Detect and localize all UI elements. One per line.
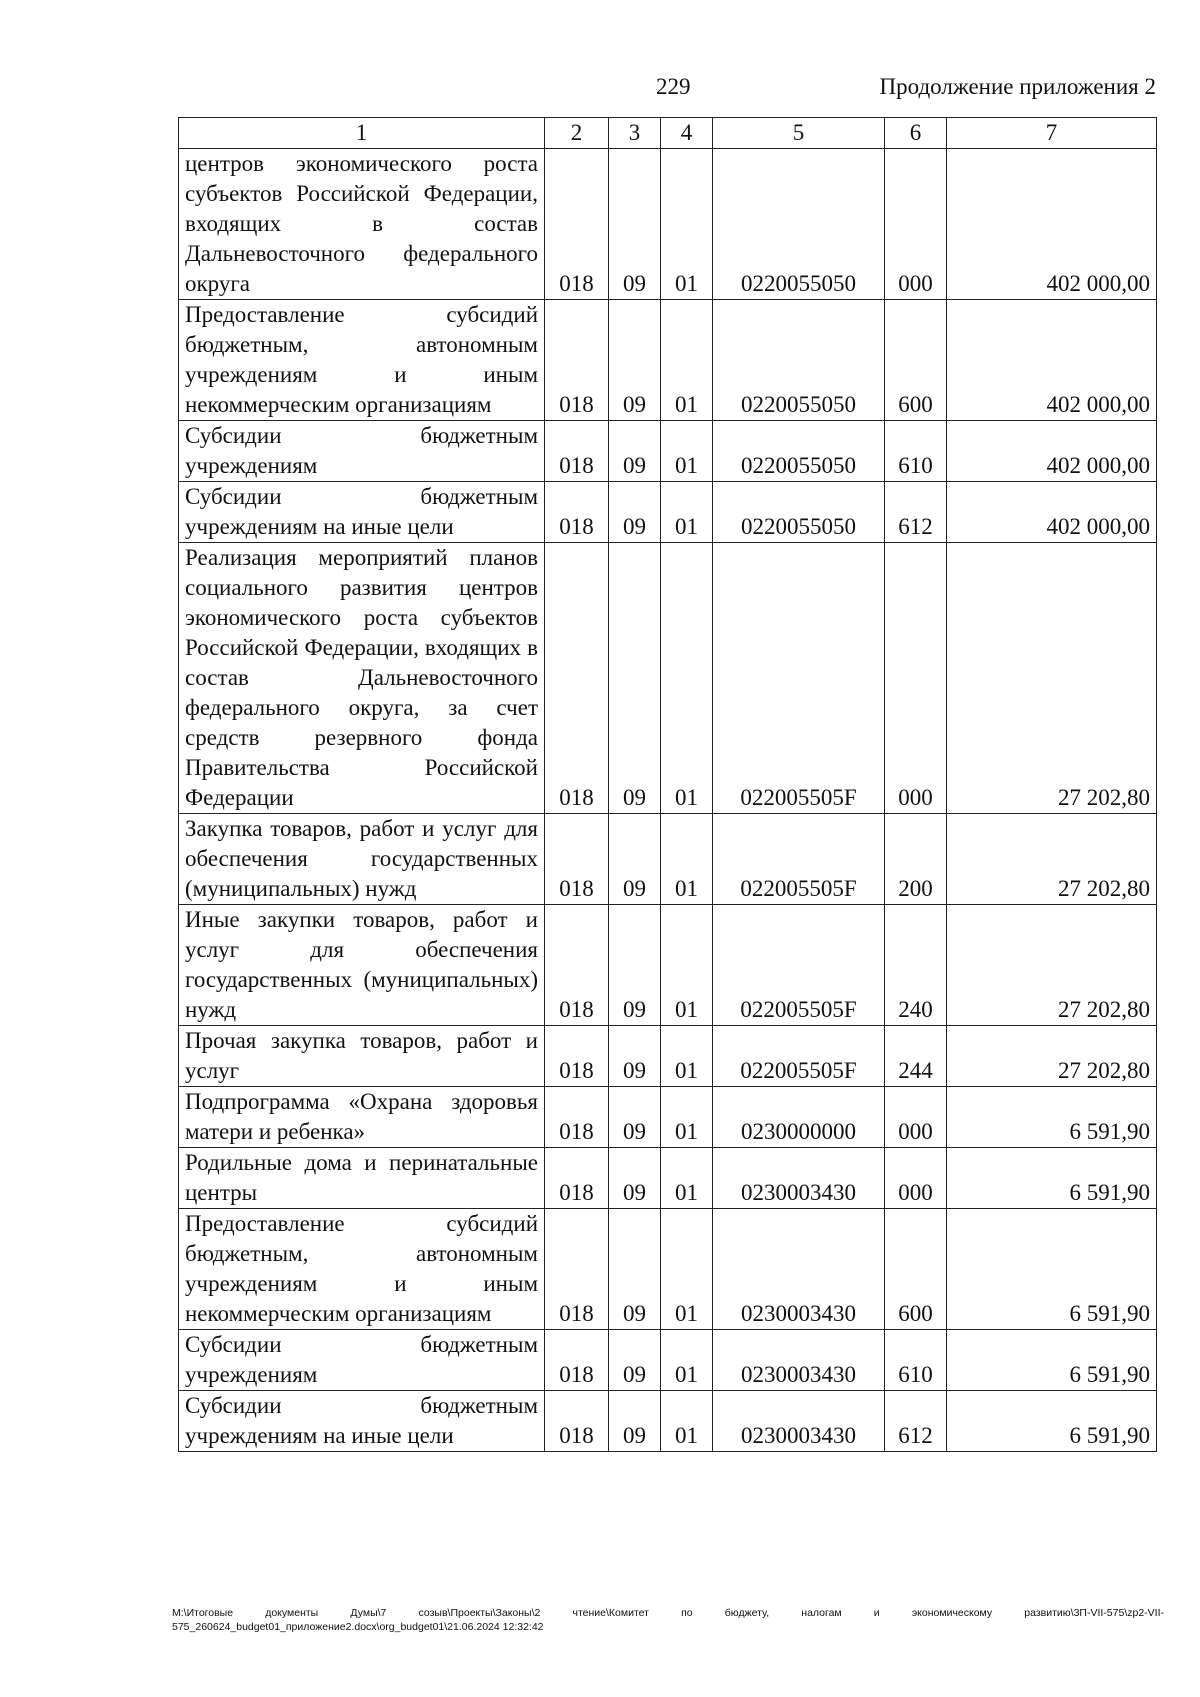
row-code-4: 01 [661, 1026, 713, 1087]
column-header-2: 2 [545, 118, 609, 149]
row-code-3: 09 [609, 1026, 661, 1087]
row-name: Подпрограмма «Охрана здоровья матери и ребенка» [179, 1087, 545, 1148]
row-name: Субсидии бюджетным учреждениям на иные цели [179, 1391, 545, 1452]
row-amount: 27 202,80 [947, 1026, 1157, 1087]
row-name: Закупка товаров, работ и услуг для обеспечения государственных (муниципальных) нужд [179, 814, 545, 905]
row-code-3: 09 [609, 1391, 661, 1452]
row-name: Реализация мероприятий планов социального развития центров экономического роста субъектов Российской Федерации, входящих в состав Дальневосточного федерального округа, за счет средств резервного фонда Правительства Российской Федерации [179, 543, 545, 814]
row-code-4: 01 [661, 421, 713, 482]
row-code-3: 09 [609, 482, 661, 543]
row-code-2: 018 [545, 1148, 609, 1209]
column-header-3: 3 [609, 118, 661, 149]
row-code-4: 01 [661, 1209, 713, 1330]
table-row [179, 1330, 1157, 1391]
row-code-3: 09 [609, 1087, 661, 1148]
table-row [179, 543, 1157, 814]
row-code-6: 200 [885, 814, 947, 905]
row-code-4: 01 [661, 149, 713, 300]
row-code-4: 01 [661, 905, 713, 1026]
row-amount: 6 591,90 [947, 1209, 1157, 1330]
row-amount: 6 591,90 [947, 1148, 1157, 1209]
row-code-6: 000 [885, 543, 947, 814]
row-amount: 402 000,00 [947, 421, 1157, 482]
table-row [179, 482, 1157, 543]
row-amount: 402 000,00 [947, 482, 1157, 543]
row-name: Родильные дома и перинатальные центры [179, 1148, 545, 1209]
row-code-2: 018 [545, 814, 609, 905]
table-row [179, 149, 1157, 300]
row-code-3: 09 [609, 300, 661, 421]
row-code-2: 018 [545, 1026, 609, 1087]
table-header-row [179, 118, 1157, 149]
row-code-2: 018 [545, 1087, 609, 1148]
row-code-5: 0230000000 [713, 1087, 885, 1148]
row-amount: 6 591,90 [947, 1330, 1157, 1391]
row-code-4: 01 [661, 1087, 713, 1148]
row-code-5: 0220055050 [713, 149, 885, 300]
row-code-6: 612 [885, 1391, 947, 1452]
row-code-3: 09 [609, 543, 661, 814]
budget-table [178, 117, 1157, 1452]
row-name: Субсидии бюджетным учреждениям [179, 421, 545, 482]
row-code-6: 244 [885, 1026, 947, 1087]
row-code-2: 018 [545, 482, 609, 543]
row-name: Предоставление субсидий бюджетным, автономным учреждениям и иным некоммерческим организациям [179, 1209, 545, 1330]
table-row [179, 300, 1157, 421]
row-code-3: 09 [609, 421, 661, 482]
row-code-4: 01 [661, 300, 713, 421]
row-amount: 27 202,80 [947, 814, 1157, 905]
row-amount: 27 202,80 [947, 543, 1157, 814]
row-name: Иные закупки товаров, работ и услуг для обеспечения государственных (муниципальных) нужд [179, 905, 545, 1026]
row-code-4: 01 [661, 814, 713, 905]
row-code-5: 0230003430 [713, 1330, 885, 1391]
row-code-6: 610 [885, 1330, 947, 1391]
row-code-5: 0220055050 [713, 482, 885, 543]
row-code-2: 018 [545, 1330, 609, 1391]
row-amount: 402 000,00 [947, 300, 1157, 421]
row-code-6: 000 [885, 1087, 947, 1148]
row-code-6: 610 [885, 421, 947, 482]
row-code-2: 018 [545, 149, 609, 300]
row-code-3: 09 [609, 1148, 661, 1209]
row-code-4: 01 [661, 1391, 713, 1452]
row-code-2: 018 [545, 1209, 609, 1330]
row-code-4: 01 [661, 1330, 713, 1391]
column-header-4: 4 [661, 118, 713, 149]
page-number: 229 [656, 74, 691, 99]
column-header-1: 1 [179, 118, 545, 149]
table-row [179, 905, 1157, 1026]
row-code-5: 0220055050 [713, 421, 885, 482]
row-code-2: 018 [545, 1391, 609, 1452]
table-row [179, 1087, 1157, 1148]
row-code-6: 600 [885, 1209, 947, 1330]
table-row [179, 1026, 1157, 1087]
table-row [179, 421, 1157, 482]
row-name: Предоставление субсидий бюджетным, автономным учреждениям и иным некоммерческим организациям [179, 300, 545, 421]
row-amount: 6 591,90 [947, 1391, 1157, 1452]
row-code-3: 09 [609, 905, 661, 1026]
row-code-2: 018 [545, 300, 609, 421]
table-row [179, 814, 1157, 905]
table-row [179, 1209, 1157, 1330]
row-code-5: 0230003430 [713, 1148, 885, 1209]
row-code-3: 09 [609, 814, 661, 905]
row-code-6: 612 [885, 482, 947, 543]
column-header-7: 7 [947, 118, 1157, 149]
row-code-2: 018 [545, 421, 609, 482]
row-code-5: 0220055050 [713, 300, 885, 421]
row-name: Прочая закупка товаров, работ и услуг [179, 1026, 545, 1087]
row-code-6: 240 [885, 905, 947, 1026]
row-code-4: 01 [661, 482, 713, 543]
row-code-5: 0230003430 [713, 1209, 885, 1330]
row-code-2: 018 [545, 905, 609, 1026]
row-code-5: 022005505F [713, 1026, 885, 1087]
row-code-6: 000 [885, 149, 947, 300]
row-amount: 6 591,90 [947, 1087, 1157, 1148]
row-code-6: 000 [885, 1148, 947, 1209]
table-row [179, 1391, 1157, 1452]
table-row [179, 1148, 1157, 1209]
row-code-3: 09 [609, 1330, 661, 1391]
row-code-4: 01 [661, 1148, 713, 1209]
row-code-4: 01 [661, 543, 713, 814]
row-code-5: 0230003430 [713, 1391, 885, 1452]
row-name: центров экономического роста субъектов Российской Федерации, входящих в состав Дальневосточного федерального округа [179, 149, 545, 300]
column-header-5: 5 [713, 118, 885, 149]
row-code-5: 022005505F [713, 905, 885, 1026]
file-path-footer: M:\Итоговые документы Думы\7 созыв\Проекты\Законы\2 чтение\Комитет по бюджету, налогам и экономическому развитию\3П-VII-575\zp2-VII-575_260624_budget01_приложение2.docx\org_budget01\21.06.2024 12:32:42 [172, 1607, 1164, 1633]
row-code-3: 09 [609, 1209, 661, 1330]
continuation-label: Продолжение приложения 2 [879, 74, 1156, 99]
row-code-5: 022005505F [713, 543, 885, 814]
row-code-2: 018 [545, 543, 609, 814]
row-code-3: 09 [609, 149, 661, 300]
row-code-5: 022005505F [713, 814, 885, 905]
row-code-6: 600 [885, 300, 947, 421]
row-name: Субсидии бюджетным учреждениям [179, 1330, 545, 1391]
row-name: Субсидии бюджетным учреждениям на иные цели [179, 482, 545, 543]
row-amount: 402 000,00 [947, 149, 1157, 300]
column-header-6: 6 [885, 118, 947, 149]
row-amount: 27 202,80 [947, 905, 1157, 1026]
